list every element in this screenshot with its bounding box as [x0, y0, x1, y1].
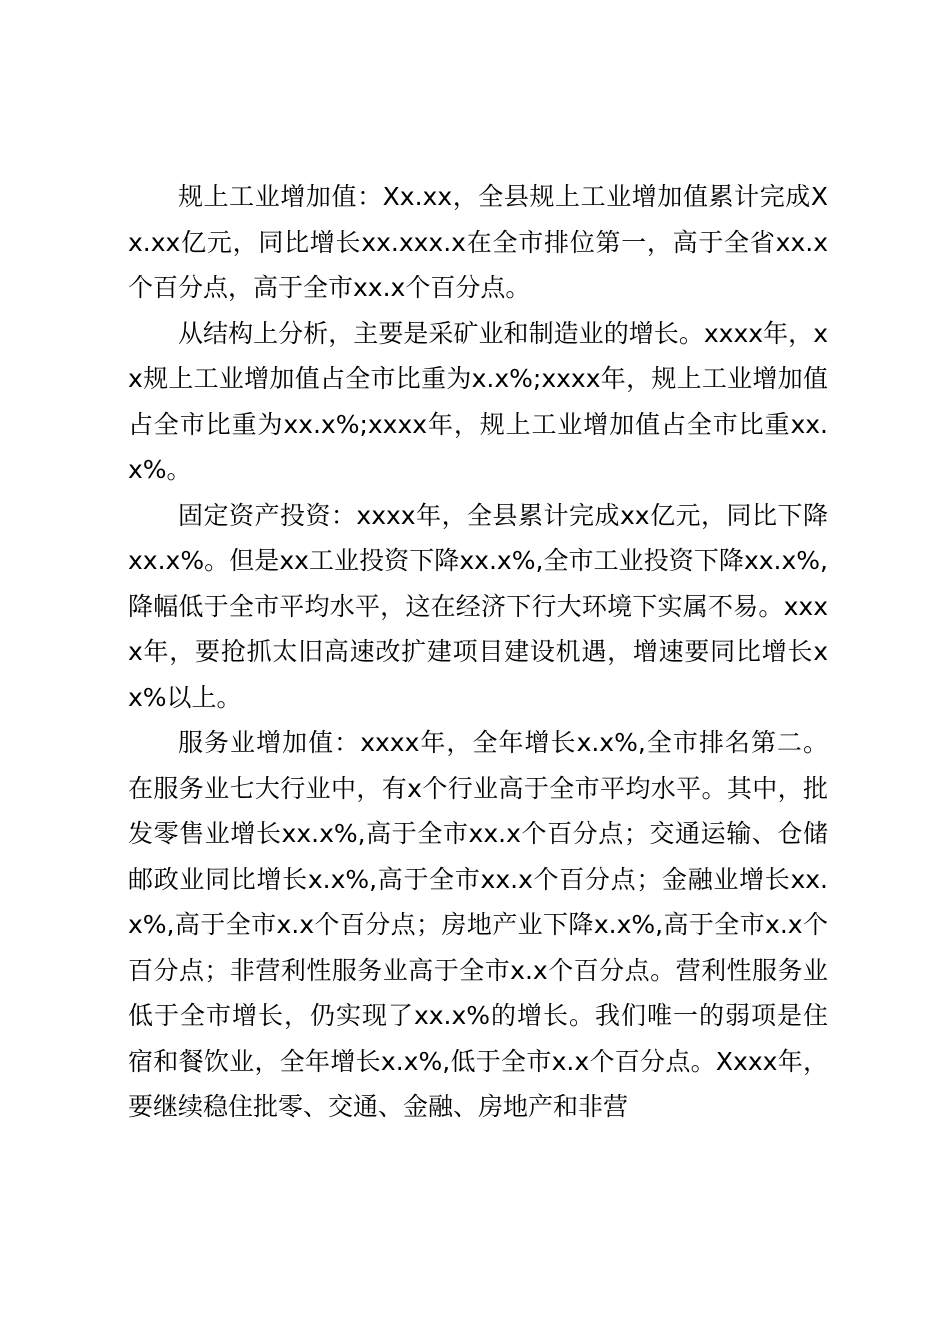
- paragraph-fixed-asset-investment: 固定资产投资：xxxx年，全县累计完成xx亿元，同比下降xx.x%。但是xx工业投资下降xx.x%,全市工业投资下降xx.x%,降幅低于全市平均水平，这在经济下行大环境下实属不易。xxxx年，要抢抓太旧高速改扩建项目建设机遇，增速要同比增长xx%以上。: [128, 500, 828, 712]
- paragraph-structure-analysis: 从结构上分析，主要是采矿业和制造业的增长。xxxx年，xx规上工业增加值占全市比重为x.x%;xxxx年，规上工业增加值占全市比重为xx.x%;xxxx年，规上工业增加值占全市比重xx.x%。: [128, 318, 828, 484]
- document-body: [128, 174, 828, 1130]
- paragraph-service-industry: 服务业增加值：xxxx年，全年增长x.x%,全市排名第二。在服务业七大行业中，有x个行业高于全市平均水平。其中，批发零售业增长xx.x%,高于全市xx.x个百分点；交通运输、仓储邮政业同比增长x.x%,高于全市xx.x个百分点；金融业增长xx.x%,高于全市x.x个百分点；房地产业下降x.x%,高于全市x.x个百分点；非营利性服务业高于全市x.x个百分点。营利性服务业低于全市增长，仍实现了xx.x%的增长。我们唯一的弱项是住宿和餐饮业，全年增长x.x%,低于全市x.x个百分点。Xxxx年，要继续稳住批零、交通、金融、房地产和非营: [128, 728, 828, 1121]
- paragraph-industrial-value: 规上工业增加值：Xx.xx，全县规上工业增加值累计完成Xx.xx亿元，同比增长xx.xxx.x在全市排位第一，高于全省xx.x个百分点，高于全市xx.x个百分点。: [128, 182, 828, 302]
